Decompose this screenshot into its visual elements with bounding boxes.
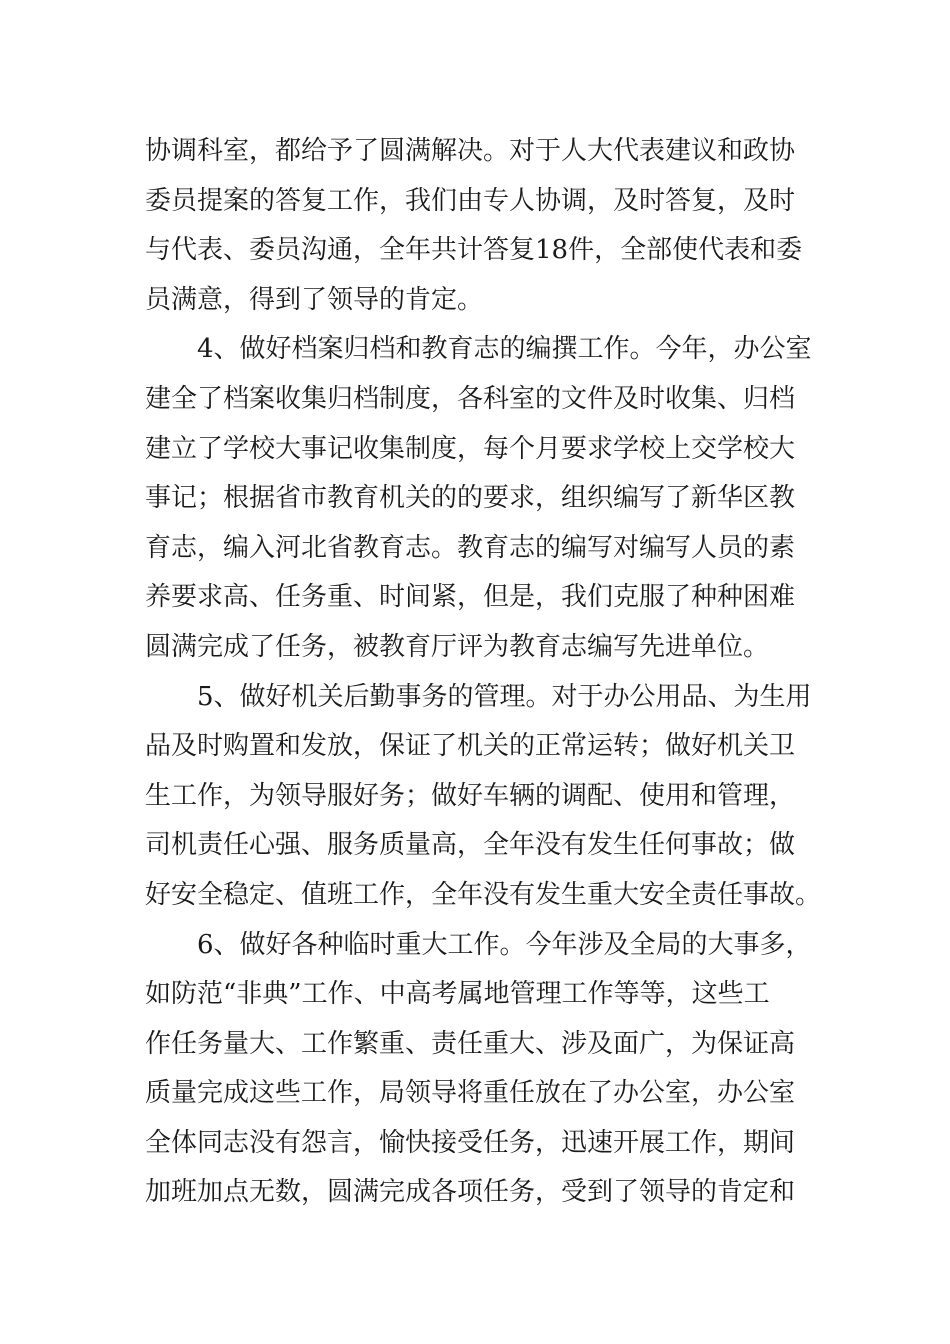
text-line: 养要求高、任务重、时间紧，但是，我们克服了种种困难 [145, 582, 796, 613]
text-line: 圆满完成了任务，被教育厅评为教育志编写先进单位。 [145, 631, 770, 662]
text-line: 好安全稳定、值班工作，全年没有发生重大安全责任事故。 [145, 879, 822, 910]
text-line: 生工作，为领导服好务；做好车辆的调配、使用和管理， [145, 780, 796, 811]
text-line: 与代表、委员沟通，全年共计答复18件，全部使代表和委 [145, 235, 803, 266]
text-line: 品及时购置和发放，保证了机关的正常运转；做好机关卫 [145, 731, 796, 762]
text-line: 加班加点无数，圆满完成各项任务，受到了领导的肯定和 [145, 1177, 796, 1208]
paragraph-start-line: 5、做好机关后勤事务的管理。对于办公用品、为生用 [197, 681, 812, 712]
paragraph-start-line: 4、做好档案归档和教育志的编撰工作。今年，办公室 [197, 334, 812, 365]
text-line: 建全了档案收集归档制度，各科室的文件及时收集、归档 [145, 383, 796, 414]
text-line: 建立了学校大事记收集制度，每个月要求学校上交学校大 [145, 433, 796, 464]
text-line: 事记；根据省市教育机关的的要求，组织编写了新华区教 [145, 483, 796, 514]
text-line: 委员提案的答复工作，我们由专人协调，及时答复，及时 [145, 185, 796, 216]
paragraph-start-line: 6、做好各种临时重大工作。今年涉及全局的大事多， [197, 929, 812, 960]
text-line: 司机责任心强、服务质量高，全年没有发生任何事故；做 [145, 830, 796, 861]
document-body [145, 127, 822, 1218]
text-line: 协调科室，都给予了圆满解决。对于人大代表建议和政协 [145, 136, 796, 166]
text-line: 质量完成这些工作，局领导将重任放在了办公室，办公室 [145, 1078, 796, 1109]
text-line: 育志，编入河北省教育志。教育志的编写对编写人员的素 [145, 532, 796, 563]
text-line: 全体同志没有怨言，愉快接受任务，迅速开展工作，期间 [145, 1127, 796, 1158]
text-line: 如防范“非典”工作、中高考属地管理工作等等，这些工 [145, 979, 770, 1010]
text-line: 员满意，得到了领导的肯定。 [145, 284, 484, 315]
text-line: 作任务量大、工作繁重、责任重大、涉及面广，为保证高 [145, 1028, 796, 1059]
